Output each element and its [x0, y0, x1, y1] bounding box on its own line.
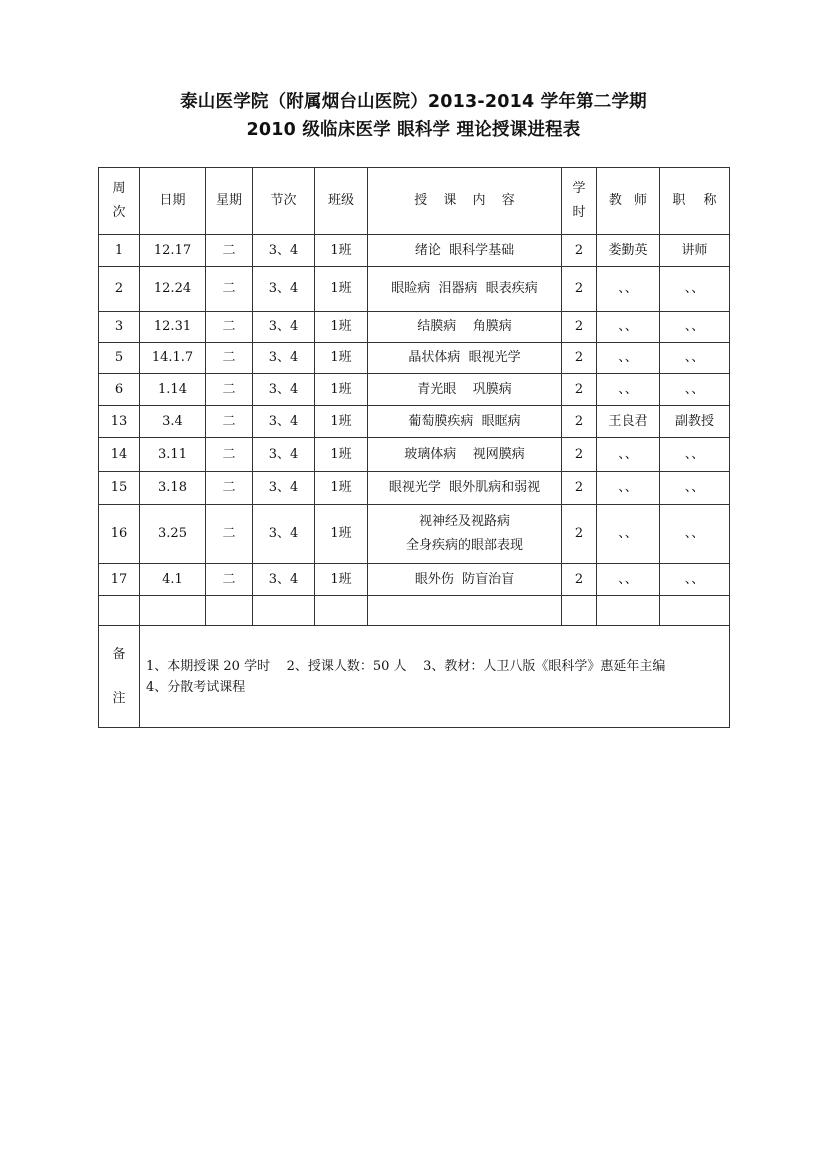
remarks-line-2: 4、分散考试课程: [146, 679, 246, 695]
cell-teacher: 、、: [597, 343, 660, 374]
cell-content: 眼睑病 泪器病 眼表疾病: [368, 267, 562, 312]
cell-content: 青光眼 巩膜病: [368, 374, 562, 406]
cell-week: 15: [99, 472, 140, 505]
cell-weekday: 二: [206, 406, 253, 438]
cell-class: 1班: [315, 235, 368, 267]
cell-hours: 2: [562, 267, 597, 312]
cell-hours: 2: [562, 312, 597, 343]
cell-title: 讲师: [660, 235, 730, 267]
cell-class: 1班: [315, 343, 368, 374]
cell-teacher: 、、: [597, 312, 660, 343]
table-row: [99, 343, 730, 374]
remarks-label: 备 注: [99, 626, 140, 728]
schedule-table: [98, 167, 730, 728]
cell-hours: 2: [562, 472, 597, 505]
cell-date: 14.1.7: [140, 343, 206, 374]
header-hours: 学 时: [562, 168, 597, 235]
cell-title: 副教授: [660, 406, 730, 438]
cell-class: 1班: [315, 472, 368, 505]
remarks-row: [99, 626, 730, 728]
table-row: [99, 472, 730, 505]
cell-date: 3.11: [140, 438, 206, 472]
cell-period: 3、4: [253, 438, 315, 472]
header-content: 授 课 内 容: [368, 168, 562, 235]
cell-weekday: 二: [206, 438, 253, 472]
cell-teacher: 娄勤英: [597, 235, 660, 267]
header-week: 周 次: [99, 168, 140, 235]
schedule-body: [99, 235, 730, 728]
header-weekday: 星期: [206, 168, 253, 235]
cell-title: 、、: [660, 374, 730, 406]
cell-date: 1.14: [140, 374, 206, 406]
cell-hours: 2: [562, 374, 597, 406]
cell-class: 1班: [315, 312, 368, 343]
empty-row: [99, 596, 730, 626]
cell-period: 3、4: [253, 564, 315, 596]
empty-cell: [660, 596, 730, 626]
cell-teacher: 王良君: [597, 406, 660, 438]
cell-class: 1班: [315, 406, 368, 438]
cell-weekday: 二: [206, 374, 253, 406]
cell-date: 12.24: [140, 267, 206, 312]
cell-date: 12.31: [140, 312, 206, 343]
table-row: [99, 564, 730, 596]
cell-period: 3、4: [253, 374, 315, 406]
cell-week: 16: [99, 505, 140, 564]
cell-weekday: 二: [206, 505, 253, 564]
cell-week: 14: [99, 438, 140, 472]
empty-cell: [206, 596, 253, 626]
cell-weekday: 二: [206, 343, 253, 374]
header-date: 日期: [140, 168, 206, 235]
empty-cell: [597, 596, 660, 626]
cell-content: 结膜病 角膜病: [368, 312, 562, 343]
cell-content: 绪论 眼科学基础: [368, 235, 562, 267]
header-period: 节次: [253, 168, 315, 235]
table-row: [99, 267, 730, 312]
cell-week: 2: [99, 267, 140, 312]
cell-hours: 2: [562, 438, 597, 472]
cell-week: 1: [99, 235, 140, 267]
cell-weekday: 二: [206, 472, 253, 505]
table-row: [99, 438, 730, 472]
cell-teacher: 、、: [597, 374, 660, 406]
cell-period: 3、4: [253, 505, 315, 564]
cell-title: 、、: [660, 505, 730, 564]
cell-teacher: 、、: [597, 438, 660, 472]
empty-cell: [562, 596, 597, 626]
empty-cell: [368, 596, 562, 626]
cell-title: 、、: [660, 564, 730, 596]
remarks-line-1: 1、本期授课 20 学时 2、授课人数：50 人 3、教材：人卫八版《眼科学》惠延年主编: [146, 658, 666, 674]
header-title: 职 称: [660, 168, 730, 235]
cell-date: 3.4: [140, 406, 206, 438]
cell-week: 5: [99, 343, 140, 374]
cell-hours: 2: [562, 564, 597, 596]
cell-content: 晶状体病 眼视光学: [368, 343, 562, 374]
cell-hours: 2: [562, 235, 597, 267]
cell-content: 眼外伤 防盲治盲: [368, 564, 562, 596]
cell-class: 1班: [315, 438, 368, 472]
cell-title: 、、: [660, 472, 730, 505]
remarks-notes: [140, 626, 730, 728]
cell-content: 眼视光学 眼外肌病和弱视: [368, 472, 562, 505]
cell-date: 3.25: [140, 505, 206, 564]
cell-hours: 2: [562, 505, 597, 564]
header-teacher: 教 师: [597, 168, 660, 235]
cell-period: 3、4: [253, 312, 315, 343]
table-row: [99, 235, 730, 267]
cell-title: 、、: [660, 312, 730, 343]
header-row: [99, 168, 730, 235]
cell-teacher: 、、: [597, 267, 660, 312]
table-row: [99, 312, 730, 343]
cell-content: 视神经及视路病 全身疾病的眼部表现: [368, 505, 562, 564]
cell-teacher: 、、: [597, 472, 660, 505]
table-row: [99, 374, 730, 406]
cell-content: 玻璃体病 视网膜病: [368, 438, 562, 472]
cell-week: 6: [99, 374, 140, 406]
cell-period: 3、4: [253, 343, 315, 374]
cell-week: 13: [99, 406, 140, 438]
cell-class: 1班: [315, 267, 368, 312]
cell-content: 葡萄膜疾病 眼眶病: [368, 406, 562, 438]
cell-title: 、、: [660, 267, 730, 312]
empty-cell: [253, 596, 315, 626]
empty-cell: [140, 596, 206, 626]
cell-date: 12.17: [140, 235, 206, 267]
cell-teacher: 、、: [597, 505, 660, 564]
cell-period: 3、4: [253, 267, 315, 312]
cell-period: 3、4: [253, 235, 315, 267]
document-title-line1: 泰山医学院（附属烟台山医院）2013-2014 学年第二学期: [180, 92, 647, 112]
cell-period: 3、4: [253, 406, 315, 438]
cell-week: 3: [99, 312, 140, 343]
cell-class: 1班: [315, 505, 368, 564]
cell-title: 、、: [660, 343, 730, 374]
cell-period: 3、4: [253, 472, 315, 505]
document-title-line2: 2010 级临床医学 眼科学 理论授课进程表: [246, 120, 581, 140]
cell-hours: 2: [562, 343, 597, 374]
cell-date: 4.1: [140, 564, 206, 596]
cell-weekday: 二: [206, 312, 253, 343]
table-row: [99, 406, 730, 438]
cell-weekday: 二: [206, 564, 253, 596]
table-row: [99, 505, 730, 564]
cell-date: 3.18: [140, 472, 206, 505]
cell-week: 17: [99, 564, 140, 596]
cell-class: 1班: [315, 564, 368, 596]
empty-cell: [99, 596, 140, 626]
cell-weekday: 二: [206, 267, 253, 312]
cell-title: 、、: [660, 438, 730, 472]
cell-hours: 2: [562, 406, 597, 438]
header-class: 班级: [315, 168, 368, 235]
cell-class: 1班: [315, 374, 368, 406]
cell-teacher: 、、: [597, 564, 660, 596]
empty-cell: [315, 596, 368, 626]
cell-weekday: 二: [206, 235, 253, 267]
